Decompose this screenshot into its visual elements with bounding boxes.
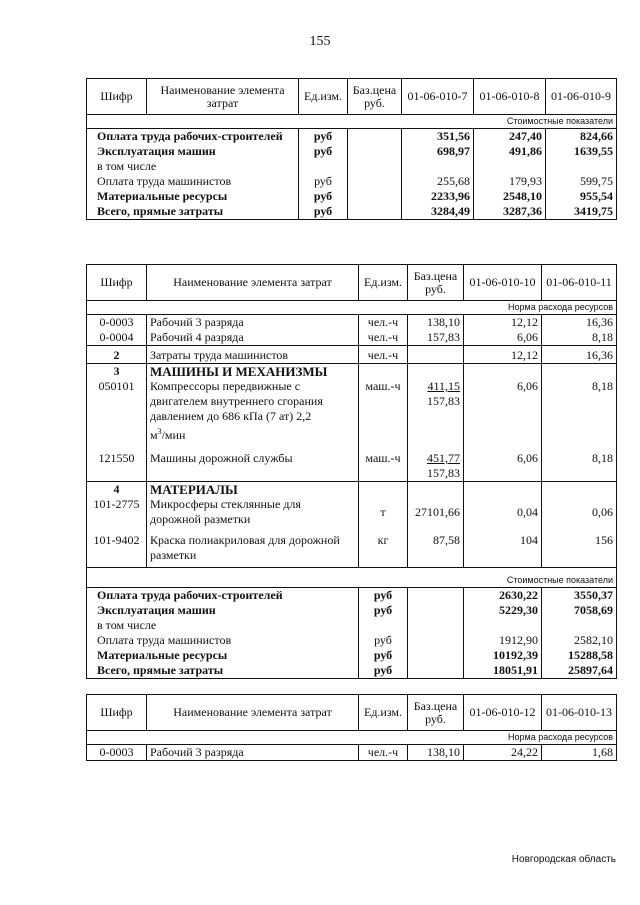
resource-code: 2 (87, 346, 147, 364)
resource-price: 138,10 (408, 745, 464, 761)
table-row (87, 618, 617, 633)
row-value: 955,54 (546, 189, 617, 204)
resource-value: 8,18 (542, 451, 617, 482)
section-number: 3 (87, 364, 147, 380)
row-value: 15288,58 (542, 648, 617, 663)
table-row (87, 603, 617, 618)
row-unit: руб (299, 144, 348, 159)
note-resource-norm: Норма расхода ресурсов (87, 301, 617, 315)
row-value: 179,93 (474, 174, 546, 189)
section-row (87, 364, 617, 380)
resource-code: 0-0003 (87, 745, 147, 761)
header-unit: Ед.изм. (299, 79, 348, 115)
resource-value: 8,18 (542, 330, 617, 346)
resource-row (87, 533, 617, 568)
resource-value: 156 (542, 533, 617, 568)
row-value: 3287,36 (474, 204, 546, 220)
row-value: 351,56 (402, 129, 474, 145)
note-cost-indicators: Стоимостные показатели (87, 568, 617, 588)
resource-row (87, 346, 617, 364)
resource-price (408, 379, 464, 451)
resource-price (408, 451, 464, 482)
resource-row (87, 315, 617, 331)
row-unit (359, 618, 408, 633)
resource-name-line: разметки (150, 548, 197, 562)
row-price (348, 189, 402, 204)
note-row (87, 115, 617, 129)
row-name: в том числе (87, 618, 359, 633)
resource-unit: маш.-ч (359, 451, 408, 482)
table-header-row (87, 695, 617, 731)
row-value: 3550,37 (542, 588, 617, 604)
resource-price (408, 346, 464, 364)
row-name: Всего, прямые затраты (87, 204, 299, 220)
row-name: Всего, прямые затраты (87, 663, 359, 679)
resource-value: 24,22 (464, 745, 542, 761)
page-number: 155 (309, 34, 331, 49)
table-row (87, 129, 617, 145)
resource-value: 6,06 (464, 451, 542, 482)
row-value: 10192,39 (464, 648, 542, 663)
row-value: 18051,91 (464, 663, 542, 679)
section-number: 4 (87, 482, 147, 498)
row-value (474, 159, 546, 174)
header-code: Шифр (87, 79, 147, 115)
resource-code: 101-2775 (87, 497, 147, 533)
resource-code: 050101 (87, 379, 147, 451)
row-value: 491,86 (474, 144, 546, 159)
resource-row (87, 451, 617, 482)
resource-value: 12,12 (464, 346, 542, 364)
note-cost-indicators: Стоимостные показатели (87, 115, 617, 129)
row-unit: руб (359, 603, 408, 618)
table-header-row (87, 79, 617, 115)
resource-name (147, 379, 359, 451)
row-name: Материальные ресурсы (87, 189, 299, 204)
resource-value: 6,06 (464, 330, 542, 346)
resource-name: Затраты труда машинистов (147, 346, 359, 364)
footer-region: Новгородская область (511, 854, 616, 865)
resource-value: 0,04 (464, 497, 542, 533)
resource-value: 16,36 (542, 315, 617, 331)
resource-unit: чел.-ч (359, 745, 408, 761)
price-bottom: 157,83 (427, 466, 460, 480)
row-name: Оплата труда рабочих-строителей (87, 588, 359, 604)
resource-name-line: дорожной разметки (150, 512, 251, 526)
row-value: 824,66 (546, 129, 617, 145)
resource-row (87, 379, 617, 451)
resource-name: Рабочий 3 разряда (147, 745, 359, 761)
resource-value: 8,18 (542, 379, 617, 451)
row-unit: руб (359, 663, 408, 679)
price-top: 411,15 (427, 379, 460, 393)
resource-name (147, 533, 359, 568)
row-value (402, 159, 474, 174)
resource-table-3 (86, 694, 617, 761)
resource-row (87, 330, 617, 346)
resource-name: Машины дорожной службы (147, 451, 359, 482)
header-base-price: Баз.цена руб. (408, 695, 464, 731)
row-value (464, 618, 542, 633)
resource-price: 138,10 (408, 315, 464, 331)
header-name: Наименование элемента затрат (147, 265, 359, 301)
resource-unit: чел.-ч (359, 346, 408, 364)
section-row (87, 482, 617, 498)
note-row (87, 568, 617, 588)
row-name: Эксплуатация машин (87, 144, 299, 159)
resource-name-line: давлением до 686 кПа (7 ат) 2,2 (150, 409, 312, 423)
row-value: 7058,69 (542, 603, 617, 618)
resource-name (147, 497, 359, 533)
resource-value: 104 (464, 533, 542, 568)
price-top: 451,77 (427, 451, 460, 465)
resource-name-line: Краска полиакриловая для дорожной (150, 533, 340, 547)
row-unit: руб (359, 648, 408, 663)
row-value: 3284,49 (402, 204, 474, 220)
resource-name-line: двигателем внутреннего сгорания (150, 394, 323, 408)
header-code: Шифр (87, 265, 147, 301)
header-base-price: Баз.цена руб. (348, 79, 402, 115)
unit-part: м (150, 428, 158, 442)
row-unit: руб (299, 129, 348, 145)
header-base-price: Баз.цена руб. (408, 265, 464, 301)
resource-name-line: Компрессоры передвижные с (150, 379, 301, 393)
header-col-2: 01-06-010-11 (542, 265, 617, 301)
row-price (348, 159, 402, 174)
row-value: 599,75 (546, 174, 617, 189)
unit-part: /мин (161, 428, 186, 442)
resource-value: 0,06 (542, 497, 617, 533)
header-col-1: 01-06-010-7 (402, 79, 474, 115)
resource-code: 0-0004 (87, 330, 147, 346)
header-col-3: 01-06-010-9 (546, 79, 617, 115)
resource-unit: чел.-ч (359, 315, 408, 331)
table-row (87, 189, 617, 204)
resource-price: 27101,66 (408, 497, 464, 533)
row-value: 698,97 (402, 144, 474, 159)
note-row (87, 301, 617, 315)
header-name: Наименование элемента затрат (147, 695, 359, 731)
resource-unit: чел.-ч (359, 330, 408, 346)
resource-name-line: Микросферы стеклянные для (150, 497, 301, 511)
header-unit: Ед.изм. (359, 265, 408, 301)
row-price (348, 204, 402, 220)
row-price (348, 129, 402, 145)
row-name: Материальные ресурсы (87, 648, 359, 663)
resource-code: 0-0003 (87, 315, 147, 331)
note-row (87, 731, 617, 745)
unit-exponent: 3 (157, 427, 162, 436)
resource-name: Рабочий 3 разряда (147, 315, 359, 331)
row-value (542, 618, 617, 633)
row-value: 2233,96 (402, 189, 474, 204)
table-row (87, 633, 617, 648)
row-name: Оплата труда машинистов (87, 633, 359, 648)
header-col-2: 01-06-010-8 (474, 79, 546, 115)
resource-price: 87,58 (408, 533, 464, 568)
row-value: 25897,64 (542, 663, 617, 679)
row-value: 3419,75 (546, 204, 617, 220)
table-row (87, 648, 617, 663)
price-bottom: 157,83 (427, 394, 460, 408)
row-value: 1912,90 (464, 633, 542, 648)
header-code: Шифр (87, 695, 147, 731)
section-title: МАТЕРИАЛЫ (147, 482, 359, 498)
resource-unit: маш.-ч (359, 379, 408, 451)
row-name: Эксплуатация машин (87, 603, 359, 618)
table-row (87, 159, 617, 174)
row-name: Оплата труда машинистов (87, 174, 299, 189)
resource-value: 12,12 (464, 315, 542, 331)
row-value: 2582,10 (542, 633, 617, 648)
table-row (87, 204, 617, 220)
header-unit: Ед.изм. (359, 695, 408, 731)
resource-row (87, 497, 617, 533)
header-col-2: 01-06-010-13 (542, 695, 617, 731)
cost-table-1 (86, 78, 617, 220)
row-unit (299, 159, 348, 174)
resource-code: 101-9402 (87, 533, 147, 568)
header-col-1: 01-06-010-12 (464, 695, 542, 731)
resource-value: 1,68 (542, 745, 617, 761)
header-col-1: 01-06-010-10 (464, 265, 542, 301)
row-unit: руб (359, 633, 408, 648)
resource-unit: т (359, 497, 408, 533)
row-value: 2548,10 (474, 189, 546, 204)
header-name: Наименование элемента затрат (147, 79, 299, 115)
row-unit: руб (359, 588, 408, 604)
resource-row (87, 745, 617, 761)
resource-name-line (150, 424, 355, 443)
row-value: 1639,55 (546, 144, 617, 159)
table-row (87, 588, 617, 604)
row-unit: руб (299, 204, 348, 220)
row-name: в том числе (87, 159, 299, 174)
row-unit: руб (299, 174, 348, 189)
row-name: Оплата труда рабочих-строителей (87, 129, 299, 145)
table-header-row (87, 265, 617, 301)
row-value: 5229,30 (464, 603, 542, 618)
note-resource-norm: Норма расхода ресурсов (87, 731, 617, 745)
row-value (546, 159, 617, 174)
row-unit: руб (299, 189, 348, 204)
row-price (348, 144, 402, 159)
table-row (87, 174, 617, 189)
row-value: 2630,22 (464, 588, 542, 604)
resource-unit: кг (359, 533, 408, 568)
resource-name: Рабочий 4 разряда (147, 330, 359, 346)
row-value: 247,40 (474, 129, 546, 145)
resource-table-2 (86, 264, 617, 679)
resource-value: 6,06 (464, 379, 542, 451)
row-value: 255,68 (402, 174, 474, 189)
section-title: МАШИНЫ И МЕХАНИЗМЫ (147, 364, 359, 380)
resource-value: 16,36 (542, 346, 617, 364)
table-row (87, 663, 617, 679)
row-price (348, 174, 402, 189)
resource-price: 157,83 (408, 330, 464, 346)
table-row (87, 144, 617, 159)
resource-code: 121550 (87, 451, 147, 482)
